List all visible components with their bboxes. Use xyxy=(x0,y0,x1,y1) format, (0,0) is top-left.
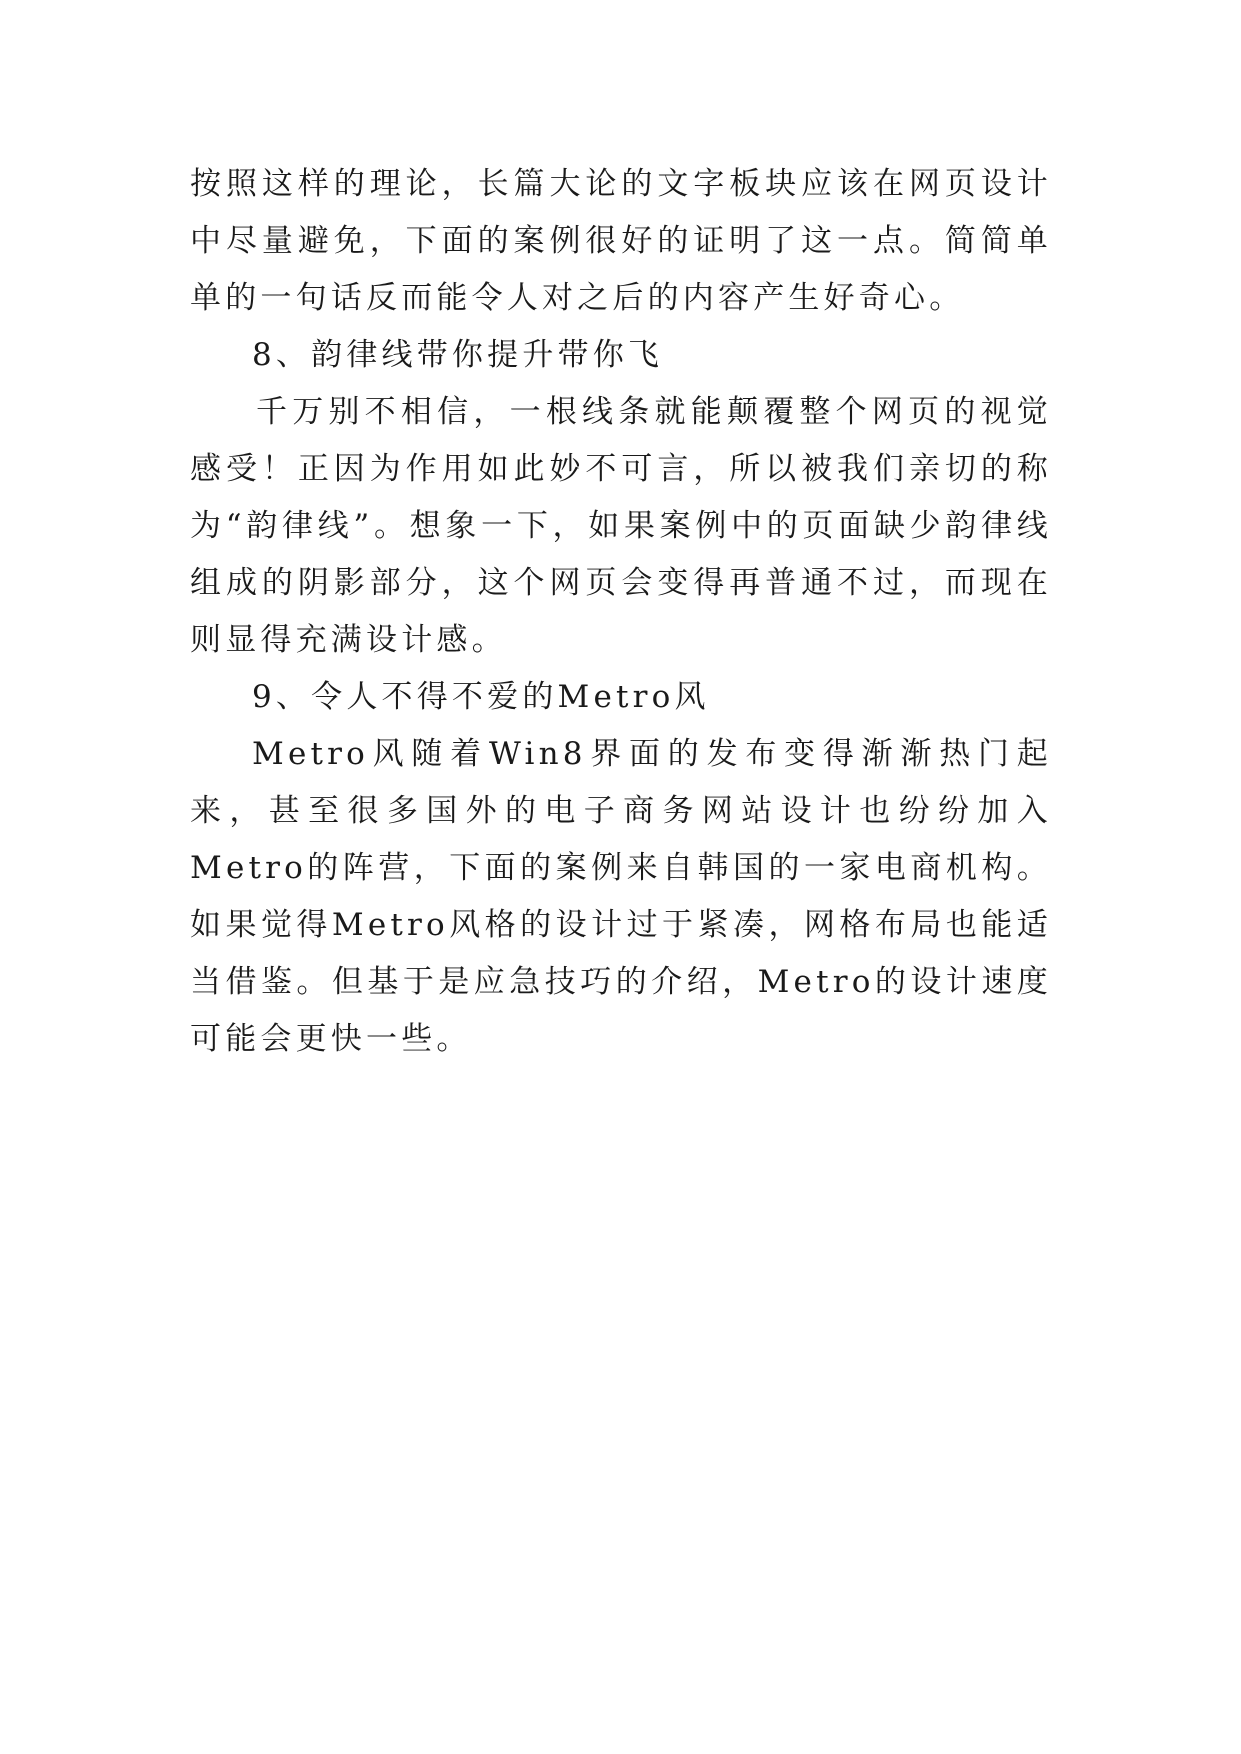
paragraph-rhythm-line: 千万别不相信，一根线条就能颠覆整个网页的视觉感受！正因为作用如此妙不可言，所以被我们亲切的称为“韵律线”。想象一下，如果案例中的页面缺少韵律线组成的阴影部分，这个网页会变得再普通不过，而现在则显得充满设计感。 xyxy=(190,394,1052,658)
section-heading-9: 9、令人不得不爱的Metro风 xyxy=(252,679,710,715)
paragraph-text-blocks: 按照这样的理论，长篇大论的文字板块应该在网页设计中尽量避免，下面的案例很好的证明了这一点。简简单单的一句话反而能令人对之后的内容产生好奇心。 xyxy=(190,166,1052,316)
paragraph-metro-style: Metro风随着Win8界面的发布变得渐渐热门起来，甚至很多国外的电子商务网站设计也纷纷加入Metro的阵营，下面的案例来自韩国的一家电商机构。如果觉得Metro风格的设计过于紧凑，网格布局也能适当借鉴。但基于是应急技巧的介绍，Metro的设计速度可能会更快一些。 xyxy=(190,736,1052,1057)
section-heading-8: 8、韵律线带你提升带你飞 xyxy=(252,337,664,373)
document-body xyxy=(190,156,1052,1068)
